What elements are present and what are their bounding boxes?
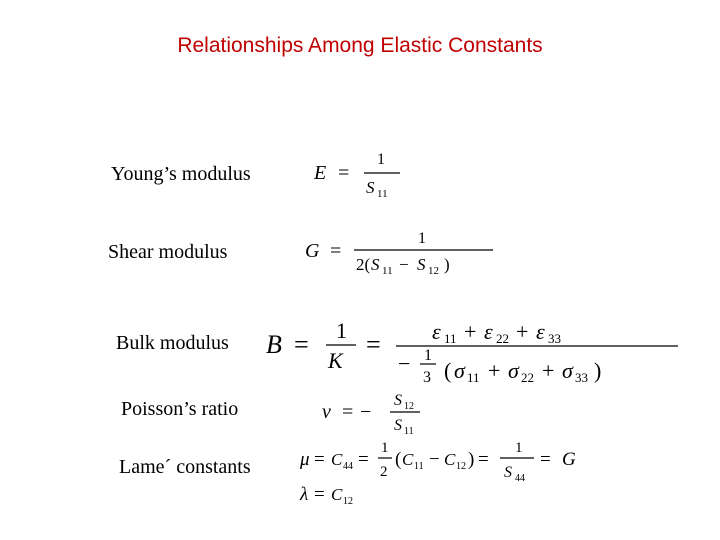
poissons-ratio-label: Poisson’s ratio <box>121 398 239 420</box>
svg-text:22: 22 <box>496 331 509 346</box>
svg-text:E: E <box>314 162 327 184</box>
svg-text:44: 44 <box>343 461 353 472</box>
svg-text:=: = <box>314 449 325 470</box>
svg-text:μ: μ <box>300 449 310 470</box>
svg-text:λ: λ <box>300 484 309 505</box>
svg-text:=: = <box>338 162 350 184</box>
svg-text:−: − <box>398 351 411 376</box>
svg-text:C: C <box>402 450 414 469</box>
svg-text:3: 3 <box>423 369 431 386</box>
svg-text:−: − <box>399 255 409 274</box>
lame-mu-formula <box>298 436 658 484</box>
svg-text:1: 1 <box>377 151 385 168</box>
svg-text:): ) <box>444 255 450 274</box>
svg-text:12: 12 <box>456 461 466 472</box>
svg-text:=: = <box>330 240 342 262</box>
svg-text:ε: ε <box>536 319 545 344</box>
svg-text:+: + <box>542 358 555 383</box>
svg-text:2: 2 <box>380 464 388 480</box>
svg-text:11: 11 <box>414 461 424 472</box>
lame-lambda-formula <box>298 478 398 510</box>
svg-text:(: ( <box>444 358 452 383</box>
svg-text:B: B <box>266 330 282 359</box>
svg-text:33: 33 <box>575 370 588 385</box>
svg-text:11: 11 <box>444 331 457 346</box>
svg-text:12: 12 <box>428 265 439 277</box>
svg-text:S: S <box>394 392 402 409</box>
svg-text:−: − <box>429 449 440 470</box>
svg-text:K: K <box>328 348 343 373</box>
svg-text:): ) <box>594 358 602 383</box>
svg-text:22: 22 <box>521 370 534 385</box>
svg-text:=: = <box>294 330 309 359</box>
svg-text:=: = <box>478 449 489 470</box>
svg-text:1: 1 <box>381 440 389 456</box>
svg-text:ε: ε <box>432 319 441 344</box>
svg-text:): ) <box>468 449 475 470</box>
svg-text:σ: σ <box>454 358 465 383</box>
svg-text:=: = <box>540 449 551 470</box>
svg-text:C: C <box>331 450 343 469</box>
svg-text:=: = <box>314 484 325 505</box>
svg-text:+: + <box>488 358 501 383</box>
svg-text:11: 11 <box>467 370 480 385</box>
svg-text:ν: ν <box>322 401 331 423</box>
svg-text:11: 11 <box>377 188 388 200</box>
svg-text:12: 12 <box>404 401 414 412</box>
svg-text:=: = <box>342 401 354 423</box>
svg-text:=: = <box>358 449 369 470</box>
svg-text:S: S <box>417 255 426 274</box>
svg-text:+: + <box>516 319 529 344</box>
svg-text:S: S <box>371 255 380 274</box>
svg-text:=: = <box>366 330 381 359</box>
svg-text:12: 12 <box>343 496 353 507</box>
svg-text:C: C <box>331 485 343 504</box>
lame-constants-label: Lame´ constants <box>119 456 251 478</box>
young-modulus-label: Young’s modulus <box>111 163 251 185</box>
svg-text:1: 1 <box>515 440 523 456</box>
svg-text:33: 33 <box>548 331 561 346</box>
svg-text:(: ( <box>395 449 402 470</box>
svg-text:S: S <box>394 417 402 434</box>
svg-text:−: − <box>360 401 372 423</box>
svg-text:ε: ε <box>484 319 493 344</box>
svg-text:1: 1 <box>336 318 347 343</box>
shear-modulus-label: Shear modulus <box>108 241 228 263</box>
shear-modulus-formula <box>303 228 503 278</box>
svg-text:G: G <box>305 240 320 262</box>
page-title: Relationships Among Elastic Constants <box>177 34 543 57</box>
svg-text:44: 44 <box>515 473 525 484</box>
svg-text:C: C <box>444 450 456 469</box>
poissons-ratio-formula <box>318 388 438 438</box>
svg-text:S: S <box>504 464 512 481</box>
bulk-modulus-formula <box>264 318 684 390</box>
svg-text:1: 1 <box>418 230 426 247</box>
svg-text:11: 11 <box>404 426 414 437</box>
svg-text:1: 1 <box>424 347 432 364</box>
svg-text:G: G <box>562 449 576 470</box>
svg-text:S: S <box>366 178 375 197</box>
svg-text:σ: σ <box>508 358 519 383</box>
young-modulus-formula <box>310 148 410 200</box>
svg-text:σ: σ <box>562 358 573 383</box>
svg-text:2(: 2( <box>356 255 371 274</box>
svg-text:11: 11 <box>382 265 393 277</box>
bulk-modulus-label: Bulk modulus <box>116 332 229 354</box>
svg-text:+: + <box>464 319 477 344</box>
